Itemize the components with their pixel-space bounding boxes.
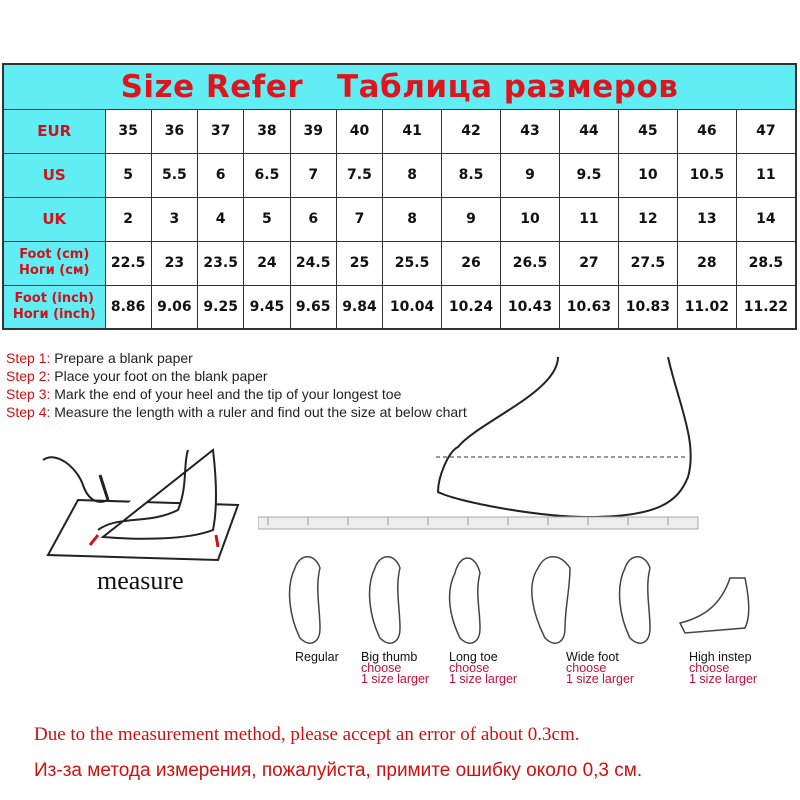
size-cell: 28	[677, 241, 736, 285]
size-cell: 3	[151, 197, 197, 241]
size-cell: 9.06	[151, 285, 197, 329]
size-cell: 9	[442, 197, 501, 241]
size-cell: 9.25	[198, 285, 244, 329]
size-cell: 6	[198, 153, 244, 197]
size-row	[3, 241, 796, 285]
foot-type-name: Long toe	[449, 650, 498, 664]
size-cell: 10.5	[677, 153, 736, 197]
foot-type-advice: choose	[566, 661, 607, 675]
row-header-label: EUR	[37, 122, 72, 140]
size-cell: 11.02	[677, 285, 736, 329]
size-cell: 26.5	[501, 241, 560, 285]
size-cell: 42	[442, 109, 501, 153]
row-header-label: Foot (inch)	[14, 290, 94, 306]
foot-type-caption	[449, 652, 517, 685]
size-cell: 6	[290, 197, 336, 241]
step-text: Prepare a blank paper	[50, 350, 193, 366]
row-header	[3, 197, 105, 241]
row-header-label: Foot (cm)	[19, 247, 90, 262]
size-cell: 9.45	[244, 285, 290, 329]
step-text: Place your foot on the blank paper	[50, 368, 268, 384]
size-cell: 2	[105, 197, 151, 241]
foot-type-name: Wide foot	[566, 650, 619, 664]
size-cell: 25	[336, 241, 382, 285]
size-cell: 10.04	[383, 285, 442, 329]
size-cell: 22.5	[105, 241, 151, 285]
foot-type-name: High instep	[689, 650, 752, 664]
size-cell: 8	[383, 153, 442, 197]
size-cell: 4	[198, 197, 244, 241]
size-cell: 8.86	[105, 285, 151, 329]
size-cell: 7	[290, 153, 336, 197]
size-cell: 23.5	[198, 241, 244, 285]
size-cell: 8.5	[442, 153, 501, 197]
step-label: Step 3:	[6, 386, 51, 402]
row-header	[3, 285, 105, 329]
size-cell: 41	[383, 109, 442, 153]
size-row	[3, 153, 796, 197]
size-row	[3, 109, 796, 153]
size-cell: 5	[105, 153, 151, 197]
size-cell: 35	[105, 109, 151, 153]
size-cell: 11	[559, 197, 618, 241]
size-cell: 5	[244, 197, 290, 241]
foot-type-caption	[566, 652, 634, 685]
step-text: Measure the length with a ruler and find out the size at below chart	[50, 404, 467, 420]
foot-type-advice: choose	[689, 661, 730, 675]
size-cell: 44	[559, 109, 618, 153]
size-cell: 27.5	[618, 241, 677, 285]
size-cell: 9.65	[290, 285, 336, 329]
size-cell: 26	[442, 241, 501, 285]
size-cell: 6.5	[244, 153, 290, 197]
size-cell: 10.63	[559, 285, 618, 329]
size-cell: 12	[618, 197, 677, 241]
size-cell: 11.22	[736, 285, 796, 329]
size-cell: 10	[618, 153, 677, 197]
size-cell: 43	[501, 109, 560, 153]
foot-type-advice-size: 1 size larger	[689, 672, 758, 686]
size-cell: 5.5	[151, 153, 197, 197]
foot-type-advice: choose	[361, 661, 402, 675]
size-cell: 7.5	[336, 153, 382, 197]
step-label: Step 2:	[6, 368, 51, 384]
size-row	[3, 197, 796, 241]
foot-type-advice: choose	[449, 661, 490, 675]
size-cell: 39	[290, 109, 336, 153]
size-cell: 24.5	[290, 241, 336, 285]
foot-type-advice-size: 1 size larger	[566, 672, 635, 686]
row-header-label: US	[42, 166, 66, 184]
foot-type-advice-size: 1 size larger	[361, 672, 430, 686]
row-header-label-ru: Ноги (inch)	[12, 306, 96, 322]
size-cell: 24	[244, 241, 290, 285]
size-cell: 10.24	[442, 285, 501, 329]
row-header-label: UK	[42, 210, 67, 228]
foot-type-caption	[689, 652, 757, 685]
foot-on-ruler-illustration	[258, 352, 798, 547]
size-cell: 45	[618, 109, 677, 153]
row-header	[3, 109, 105, 153]
measurement-error-note-ru: Из-за метода измерения, пожалуйста, примите ошибку около 0,3 см.	[34, 760, 643, 781]
size-cell: 36	[151, 109, 197, 153]
size-cell: 23	[151, 241, 197, 285]
size-cell: 27	[559, 241, 618, 285]
size-cell: 8	[383, 197, 442, 241]
size-cell: 10.43	[501, 285, 560, 329]
row-header	[3, 241, 105, 285]
foot-type-caption	[295, 652, 339, 663]
size-cell: 38	[244, 109, 290, 153]
measure-label: measure	[97, 566, 184, 595]
hand-marking-foot-illustration	[38, 445, 248, 570]
step-label: Step 4:	[6, 404, 51, 420]
size-chart-table	[2, 63, 797, 330]
size-cell: 10	[501, 197, 560, 241]
row-header-label-ru: Ноги (см)	[19, 263, 90, 278]
foot-type-caption	[361, 652, 429, 685]
foot-type-name: Big thumb	[361, 650, 418, 664]
size-cell: 9.5	[559, 153, 618, 197]
size-cell: 14	[736, 197, 796, 241]
size-cell: 9	[501, 153, 560, 197]
row-header	[3, 153, 105, 197]
size-cell: 46	[677, 109, 736, 153]
measurement-error-note-en: Due to the measurement method, please accept an error of about 0.3cm.	[34, 724, 580, 745]
foot-type-illustrations	[280, 548, 780, 650]
size-cell: 10.83	[618, 285, 677, 329]
size-row	[3, 285, 796, 329]
size-cell: 47	[736, 109, 796, 153]
size-cell: 25.5	[383, 241, 442, 285]
foot-type-name: Regular	[295, 650, 339, 664]
chart-title: Size Refer Таблица размеров	[3, 64, 796, 109]
step-text: Mark the end of your heel and the tip of your longest toe	[50, 386, 402, 402]
size-cell: 13	[677, 197, 736, 241]
size-cell: 11	[736, 153, 796, 197]
size-cell: 28.5	[736, 241, 796, 285]
size-cell: 9.84	[336, 285, 382, 329]
size-cell: 7	[336, 197, 382, 241]
foot-type-advice-size: 1 size larger	[449, 672, 518, 686]
size-cell: 37	[198, 109, 244, 153]
step-label: Step 1:	[6, 350, 51, 366]
size-cell: 40	[336, 109, 382, 153]
